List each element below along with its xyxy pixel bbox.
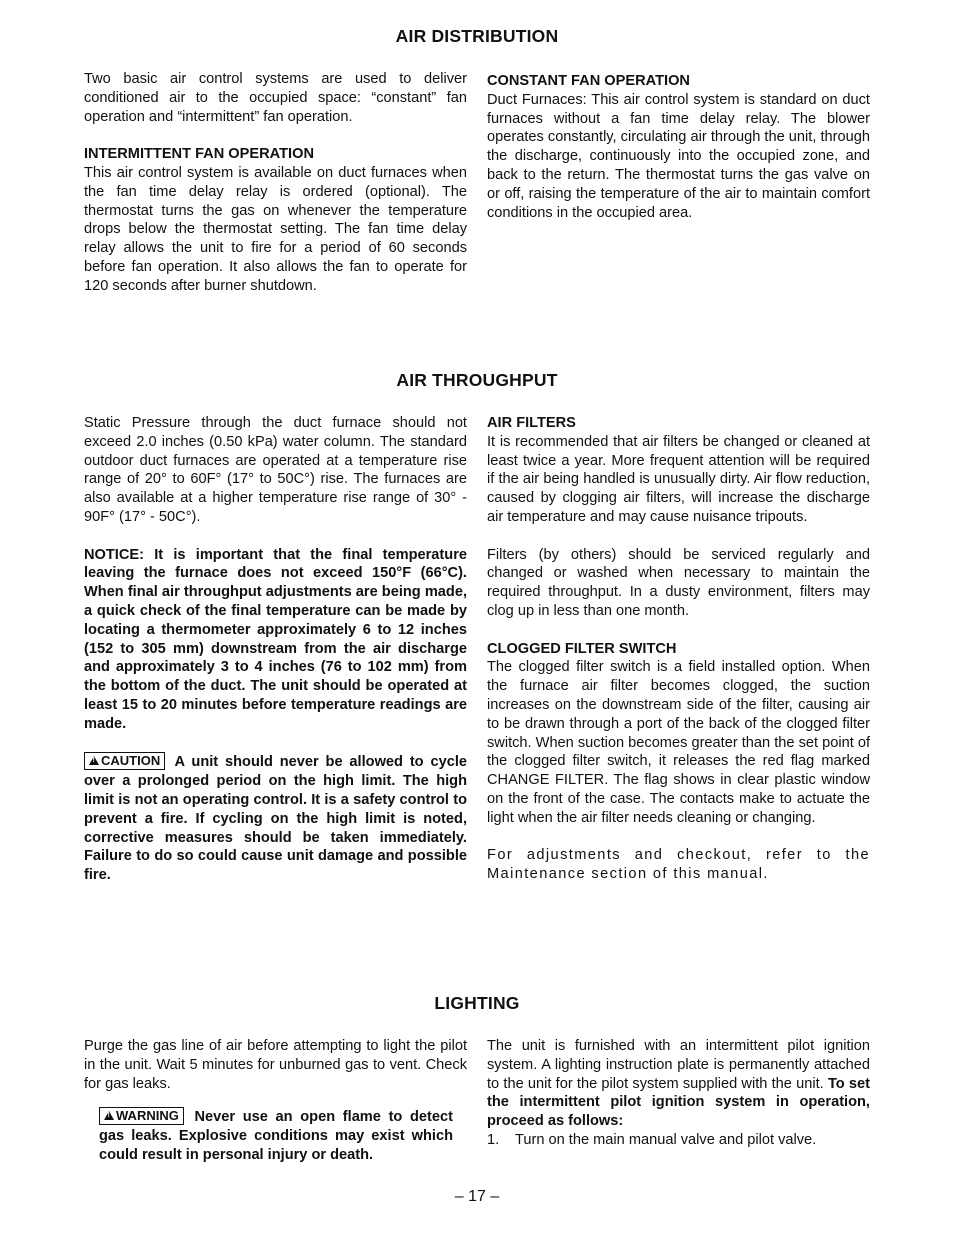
air-filters-heading: AIR FILTERS	[487, 415, 576, 431]
warning-badge	[99, 1107, 184, 1125]
caution-label: CAUTION	[101, 753, 161, 769]
air-distribution-right-column	[487, 72, 870, 222]
lighting-left-column	[84, 1037, 467, 1165]
warning-triangle-icon	[89, 756, 99, 765]
air-filters-body-2: Filters (by others) should be serviced regularly and changed or washed when necessary to maintain the required throughput. In a dusty environment, filters may clog up in less than one month.	[487, 546, 870, 619]
lighting-right-column	[487, 1037, 870, 1150]
lighting-title: LIGHTING	[434, 993, 520, 1013]
constant-fan-body: Duct Furnaces: This air control system is standard on duct furnaces without a fan time delay relay. The blower operates constantly, circulating air through the unit, through the discharge, continuously into the occupied zone, and back to the return. The thermostat turns the gas valve on or off, raising the temperature of the air to maintain comfort conditions in the occupied area.	[487, 91, 870, 221]
list-item	[487, 1131, 870, 1150]
air-filters-body-1: It is recommended that air filters be changed or cleaned at least twice a year. More frequent attention will be required if the air being handled is unusually dirty. Air flow reduction, caused by clogging air filters, will increase the discharge air temperature and may cause nuisance tripouts.	[487, 433, 870, 525]
adjustments-text: For adjustments and checkout, refer to the Maintenance section of this manual.	[487, 847, 870, 883]
caution-text: A unit should never be allowed to cycle over a prolonged period on the high limit. The high limit is not an operating control. It is a safety control to prevent a fire. If cycling on the high limit is noted, corrective measures should be taken immediately. Failure to do so could cause unit damage and possible fire.	[84, 754, 467, 884]
air-distribution-left-column	[84, 70, 467, 296]
constant-fan-heading: CONSTANT FAN OPERATION	[487, 73, 690, 89]
air-distribution-title: AIR DISTRIBUTION	[395, 26, 559, 46]
air-throughput-right-column	[487, 414, 870, 884]
page-number: – 17 –	[454, 1188, 500, 1205]
clogged-filter-heading: CLOGGED FILTER SWITCH	[487, 640, 677, 657]
caution-block	[84, 752, 467, 885]
pilot-text	[487, 1037, 870, 1131]
warning-block	[99, 1107, 453, 1164]
warning-text: Never use an open flame to detect gas leaks. Explosive conditions may exist which could result in personal injury or death.	[99, 1109, 453, 1163]
pilot-bold-instruction: To set the intermittent pilot ignition system in operation, proceed as follows:	[487, 1075, 870, 1130]
clogged-filter-body: The clogged filter switch is a field installed option. When the furnace air filter becomes clogged, the suction increases on the downstream side of the filter, causing air to be drawn through a port of the back of the clogged filter switch. When suction becomes greater than the set point of the clogged filter switch, it releases the red flag marked CHANGE FILTER. The flag shows in clear plastic window on the front of the case. The contacts make to actuate the light when the air filter needs cleaning or changing.	[487, 659, 870, 826]
warning-triangle-icon	[104, 1111, 114, 1120]
intermittent-fan-heading: INTERMITTENT FAN OPERATION	[84, 146, 314, 163]
step-text: Turn on the main manual valve and pilot valve.	[515, 1131, 817, 1148]
air-throughput-left-column	[84, 414, 467, 885]
air-distribution-intro: Two basic air control systems are used to deliver conditioned air to the occupied space: “constant” fan operation and “intermittent” fan operation.	[84, 71, 467, 125]
pilot-intro: The unit is furnished with an intermittent pilot ignition system. A lighting instruction plate is permanently attached to the unit for the pilot system supplied with the unit.	[487, 1038, 870, 1092]
purge-text: Purge the gas line of air before attempting to light the pilot in the unit. Wait 5 minutes for unburned gas to vent. Check for gas leaks.	[84, 1038, 467, 1092]
warning-label: WARNING	[116, 1108, 179, 1124]
intermittent-fan-body: This air control system is available on duct furnaces when the fan time delay relay is ordered (optional). The thermostat turns the gas on whenever the temperature drops below the thermostat setting. The fan time delay relay allows the unit to fire for a period of 60 seconds before fan operation. It also allows the fan to operate for 120 seconds after burner shutdown.	[84, 164, 467, 294]
caution-badge	[84, 752, 165, 770]
notice-text: NOTICE: It is important that the final temperature leaving the furnace does not exceed 150°F (66°C). When final air throughput adjustments are being made, a quick check of the final temperature can be made by locating a thermometer approximately 6 to 12 inches (152 to 305 mm) downstream from the air discharge and approximately 3 to 4 inches (76 to 102 mm) from the bottom of the duct. The unit should be operated at least 15 to 20 minutes before temperature readings are made.	[84, 546, 467, 732]
static-pressure-text: Static Pressure through the duct furnace should not exceed 2.0 inches (0.50 kPa) water column. The standard outdoor duct furnaces are operated at a temperature rise range of 20° to 60F° (17° to 50C°) rise. The furnaces are also available at a higher temperature rise range of 30° - 90F° (17° - 50C°).	[84, 415, 467, 525]
step-number: 1.	[487, 1131, 500, 1148]
air-throughput-title: AIR THROUGHPUT	[396, 370, 558, 390]
